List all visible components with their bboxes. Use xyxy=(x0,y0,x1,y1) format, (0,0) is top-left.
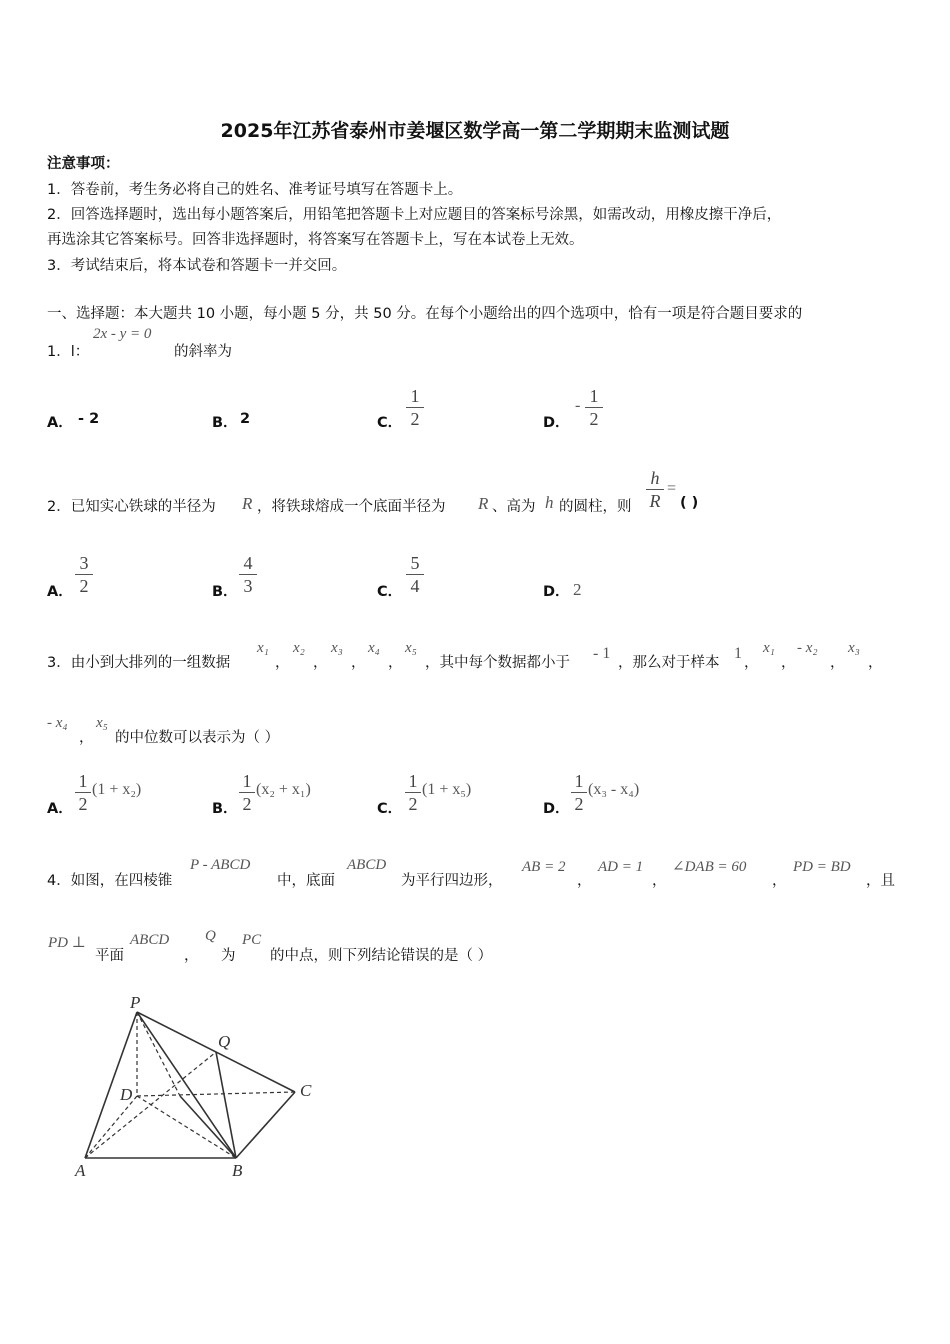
q3-stem-4: 的中位数可以表示为（ ） xyxy=(115,730,280,746)
notice-2: 2．回答选择题时，选出每小题答案后，用铅笔把答题卡上对应题目的答案标号涂黑，如需改动，用橡皮擦干净后， xyxy=(47,207,782,223)
q4-pyramid-figure xyxy=(60,990,330,1190)
q3-d-half-den: 2 xyxy=(574,794,584,814)
q1-equation: 2x - y = 0 xyxy=(93,326,152,342)
q2-stem-4: 的圆柱，则 xyxy=(559,499,632,515)
q2-ratio-fraction xyxy=(646,468,664,511)
q3-option-b-expr: (x₂ + x₁) xyxy=(256,781,311,798)
vertex-label-d: D xyxy=(120,1085,133,1104)
q4-stem-2: 中，底面 xyxy=(277,873,335,889)
q1-option-b-value: 2 xyxy=(240,411,251,427)
q4-comma-2: ， xyxy=(652,873,667,889)
q4-q: Q xyxy=(205,928,216,944)
q3-option-d-label: D． xyxy=(543,801,570,817)
q4-base: ABCD xyxy=(347,857,387,873)
q2-stem-3: 、高为 xyxy=(492,499,536,515)
edge-ob xyxy=(180,1096,236,1158)
q3-option-a-half xyxy=(75,771,91,814)
q1-c-den: 2 xyxy=(410,409,420,429)
q2-ratio-den: R xyxy=(649,491,661,511)
q3-option-c-label: C． xyxy=(377,801,403,817)
q2-option-b-label: B． xyxy=(212,584,238,600)
q2-stem-1: 2．已知实心铁球的半径为 xyxy=(47,499,216,515)
q1-option-a-value: - 2 xyxy=(78,411,100,427)
q3-option-a-expr: (1 + x₂) xyxy=(92,781,142,798)
vertex-label-q: Q xyxy=(218,1032,231,1051)
q3-option-a-label: A． xyxy=(47,801,73,817)
q2-option-a-label: A． xyxy=(47,584,73,600)
q2-option-d-label: D． xyxy=(543,584,570,600)
q3-option-d-expr: (x₃ - x₄) xyxy=(588,781,640,798)
q2-h: h xyxy=(545,493,554,512)
q4-comma-4: ， xyxy=(184,948,199,964)
q3-option-c-expr: (1 + x₅) xyxy=(422,781,472,798)
q2-R1: R xyxy=(242,494,253,513)
q3-stem-1: 3．由小到大排列的一组数据 xyxy=(47,655,231,671)
q1-option-a-label: A． xyxy=(47,415,73,431)
q4-stem-5: 平面 xyxy=(95,948,124,964)
vertex-label-p: P xyxy=(130,993,141,1012)
q3-stem-2: ，其中每个数据都小于 xyxy=(425,655,570,671)
q2-paren: ( ) xyxy=(680,495,699,511)
q4-comma-1: ， xyxy=(577,873,592,889)
q2-option-c-label: C． xyxy=(377,584,403,600)
q1-option-d-sign: - xyxy=(575,397,581,414)
q3-seq1-x5: x₅ xyxy=(405,640,417,656)
q4-stem-6: 为 xyxy=(221,948,236,964)
q4-pc: PC xyxy=(242,932,262,948)
q4-ab: AB = 2 xyxy=(522,859,566,875)
q3-a-half-den: 2 xyxy=(78,794,88,814)
q1-d-den: 2 xyxy=(589,409,599,429)
q3-seq2-neg-x2: - x₂ xyxy=(797,640,818,656)
q2-c-num: 5 xyxy=(410,553,420,573)
page-title: 2025年江苏省泰州市姜堰区数学高一第二学期期末监测试题 xyxy=(220,120,730,142)
q3-stem-3: ，那么对于样本 xyxy=(618,655,720,671)
vertex-label-c: C xyxy=(300,1081,312,1100)
q2-stem-2: ，将铁球熔成一个底面半径为 xyxy=(257,499,446,515)
q2-c-den: 4 xyxy=(410,576,420,596)
q3-seq1-x1: x₁ xyxy=(257,640,269,656)
q2-a-den: 2 xyxy=(79,576,89,596)
q1-option-c-fraction xyxy=(406,386,424,429)
q1-option-c-label: C． xyxy=(377,415,403,431)
q1-c-num: 1 xyxy=(410,386,420,406)
edge-db-hidden xyxy=(137,1096,236,1158)
q3-option-c-half xyxy=(405,771,421,814)
q3-seq1-x3: x₃ xyxy=(331,640,343,656)
q3-seq2-x3: x₃ xyxy=(848,640,860,656)
q3-option-b-half xyxy=(239,771,255,814)
q2-option-a-fraction xyxy=(75,553,93,596)
q3-b-half-den: 2 xyxy=(242,794,252,814)
q3-option-d-half xyxy=(571,771,587,814)
q4-ad: AD = 1 xyxy=(598,859,644,875)
q1-d-num: 1 xyxy=(589,386,599,406)
q2-b-den: 3 xyxy=(243,576,253,596)
notice-header: 注意事项： xyxy=(47,156,120,172)
q2-ratio-num: h xyxy=(650,468,660,488)
vertex-label-a: A xyxy=(75,1161,86,1180)
q4-pd-perp: PD ⊥ xyxy=(48,935,86,951)
q1-number: 1．l： xyxy=(47,344,90,360)
q2-equals: = xyxy=(667,480,677,497)
vertex-label-b: B xyxy=(232,1161,243,1180)
q3-d-half-num: 1 xyxy=(574,771,584,791)
q3-line2-x5: x₅ xyxy=(96,715,108,731)
q4-angle: ∠DAB = 60 xyxy=(672,859,747,875)
notice-1: 1．答卷前，考生务必将自己的姓名、准考证号填写在答题卡上。 xyxy=(47,182,463,198)
section-header: 一、选择题：本大题共 10 小题，每小题 5 分，共 50 分。在每个小题给出的四个选项中，恰有一项是符合题目要求的 xyxy=(47,306,803,322)
q4-pyramid: P - ABCD xyxy=(190,857,251,873)
q2-a-num: 3 xyxy=(79,553,89,573)
q3-a-half-num: 1 xyxy=(78,771,88,791)
edge-dc-hidden xyxy=(137,1092,295,1096)
q4-stem-3: 为平行四边形， xyxy=(401,873,503,889)
q3-seq1-x2: x₂ xyxy=(293,640,305,656)
q3-seq2-x1: x₁ xyxy=(763,640,775,656)
notice-2-cont: 再选涂其它答案标号。回答非选择题时，将答案写在答题卡上，写在本试卷上无效。 xyxy=(47,232,584,248)
notice-3: 3．考试结束后，将本试卷和答题卡一并交回。 xyxy=(47,258,347,274)
q2-option-d-value: 2 xyxy=(573,580,582,599)
q4-stem-1: 4．如图，在四棱锥 xyxy=(47,873,173,889)
q3-option-b-label: B． xyxy=(212,801,238,817)
q2-option-c-fraction xyxy=(406,553,424,596)
q4-stem-4: ，且 xyxy=(866,873,895,889)
q3-c-half-den: 2 xyxy=(408,794,418,814)
q4-comma-3: ， xyxy=(772,873,787,889)
q1-option-d-label: D． xyxy=(543,415,570,431)
q4-stem-7: 的中点，则下列结论错误的是（ ） xyxy=(270,948,493,964)
q1-option-b-label: B． xyxy=(212,415,238,431)
q2-option-b-fraction xyxy=(239,553,257,596)
q2-R2: R xyxy=(478,494,489,513)
q3-c-half-num: 1 xyxy=(408,771,418,791)
edge-da-hidden xyxy=(85,1096,137,1158)
q3-neg-one: - 1 xyxy=(593,645,611,662)
edge-bc xyxy=(236,1092,295,1158)
q1-option-d-fraction xyxy=(585,386,603,429)
q2-b-num: 4 xyxy=(243,553,253,573)
q4-pd-bd: PD = BD xyxy=(793,859,851,875)
edge-po-hidden xyxy=(137,1012,180,1096)
q3-seq1-x4: x₄ xyxy=(368,640,380,656)
q4-plane: ABCD xyxy=(130,932,170,948)
q3-one: 1 xyxy=(734,645,742,662)
q3-b-half-num: 1 xyxy=(242,771,252,791)
q3-line2-neg-x4: - x₄ xyxy=(47,715,68,731)
q1-stem-tail: 的斜率为 xyxy=(174,344,232,360)
